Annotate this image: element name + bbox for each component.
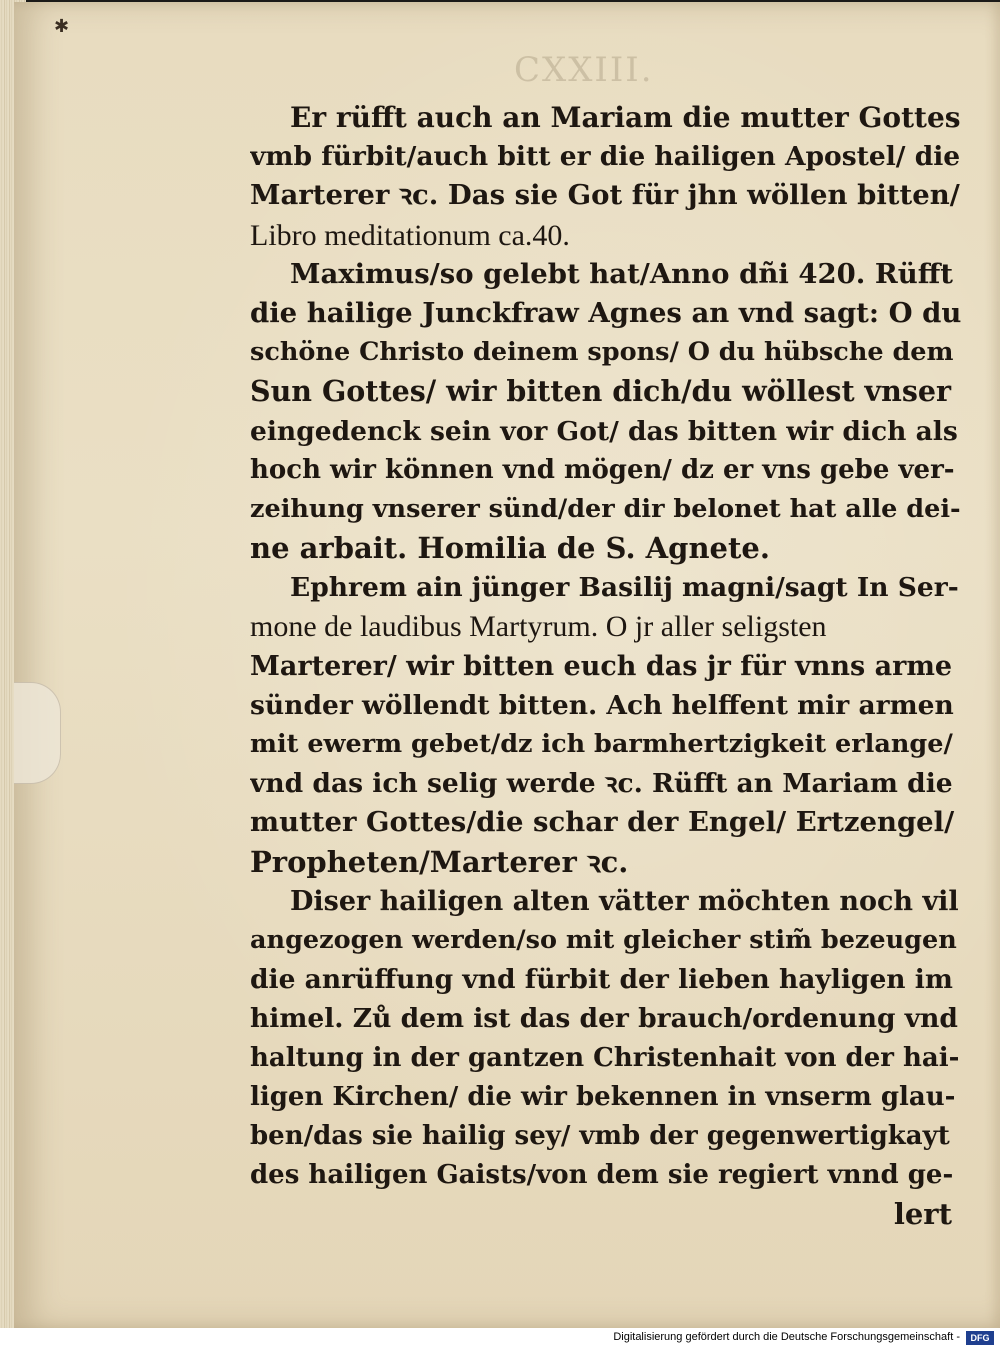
text-line: Er rüfft auch an Mariam die mutter Gottes <box>290 101 961 134</box>
text-line: mutter Gottes/die schar der Engel/ Ertzengel/ <box>250 806 955 839</box>
text-line: ligen Kirchen/ die wir bekennen in vnserm glau- <box>250 1081 956 1112</box>
text-line: lert <box>893 1197 952 1232</box>
text-line: Sun Gottes/ wir bitten dich/du wöllest vnser <box>250 374 952 409</box>
page-clip <box>14 682 61 784</box>
text-line: himel. Zů dem ist das der brauch/ordenung vnd <box>250 1003 958 1035</box>
text-line: Propheten/Marterer ꝛc. <box>250 844 629 879</box>
text-line: des hailigen Gaists/von dem sie regiert vnnd ge- <box>250 1160 954 1191</box>
text-line: Libro meditationum ca.40. <box>250 218 570 252</box>
dfg-logo: DFG <box>966 1331 994 1345</box>
text-line: vnd das ich selig werde ꝛc. Rüfft an Mariam die <box>250 768 953 800</box>
text-line: die anrüffung vnd fürbit der lieben hayligen im <box>250 964 953 996</box>
text-line: eingedenck sein vor Got/ das bitten wir dich als <box>250 415 958 447</box>
text-line: vmb fürbit/auch bitt er die hailigen Apostel/ die <box>250 141 961 173</box>
page-text <box>250 98 962 1234</box>
text-line: ne arbait. Homilia de S. Agnete. <box>250 531 770 566</box>
text-line: mone de laudibus Martyrum. O jr aller seligsten <box>250 610 827 644</box>
book-page <box>14 2 1000 1328</box>
text-line: hoch wir können vnd mögen/ dz er vns gebe ver- <box>250 454 955 485</box>
text-line: haltung in der gantzen Christenhait von der hai- <box>250 1042 960 1073</box>
text-line: mit ewerm gebet/dz ich barmhertzigkeit erlange/ <box>250 729 953 759</box>
digitization-footer <box>0 1328 1000 1349</box>
text-line: die hailige Junckfraw Agnes an vnd sagt: O du <box>250 296 962 329</box>
text-line: schöne Christo deinem spons/ O du hübsche dem <box>250 337 954 368</box>
text-line: Diser hailigen alten vätter möchten noch vil <box>290 885 959 917</box>
funding-credit: Digitalisierung gefördert durch die Deutsche Forschungsgemeinschaft - <box>613 1331 960 1343</box>
text-line: angezogen werden/so mit gleicher stim̃ bezeugen <box>250 924 957 955</box>
text-line: sünder wöllendt bitten. Ach helffent mir armen <box>250 689 954 721</box>
star-mark-icon: ✱ <box>54 16 70 37</box>
text-line: Ephrem ain jünger Basilij magni/sagt In Ser- <box>290 572 959 604</box>
text-line: ben/das sie hailig sey/ vmb der gegenwertigkayt <box>250 1120 950 1151</box>
folio-number: CXXIII. <box>514 50 654 90</box>
text-line: zeihung vnserer sünd/der dir belonet hat alle dei- <box>250 493 961 524</box>
text-line: Maximus/so gelebt hat/Anno dñi 420. Rüfft <box>290 257 954 290</box>
text-line: Marterer/ wir bitten euch das jr für vnns arme <box>250 650 953 682</box>
text-line: Marterer ꝛc. Das sie Got für jhn wöllen bitten/ <box>250 179 960 212</box>
